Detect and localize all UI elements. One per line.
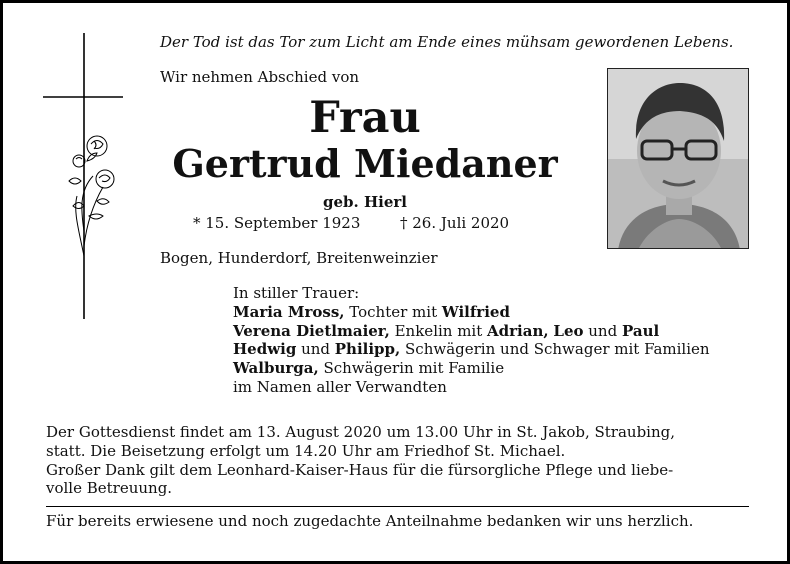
mourner-text: Enkelin mit <box>389 321 488 340</box>
mourner-line <box>233 359 710 378</box>
mourner-text: Schwägerin und Schwager mit Familien <box>400 340 710 359</box>
motto-text: Der Tod ist das Tor zum Licht am Ende eines mühsam gewordenen Lebens. <box>160 33 734 51</box>
mourner-name: Paul <box>621 321 660 340</box>
salutation: Frau <box>309 93 421 143</box>
mourner-name: Verena Dietlmaier, <box>233 321 390 340</box>
portrait-photo <box>607 68 749 249</box>
service-line: volle Betreuung. <box>46 479 173 498</box>
divider <box>46 506 749 507</box>
mourner-line <box>233 340 710 359</box>
mourners-block <box>233 284 710 397</box>
service-line: Der Gottesdienst findet am 13. August 2020 um 13.00 Uhr in St. Jakob, Straubing, <box>46 423 675 441</box>
places-text: Bogen, Hunderdorf, Breitenweinzier <box>160 249 438 267</box>
mourner-text: Schwägerin mit Familie <box>318 359 505 378</box>
cross-with-roses-icon <box>43 31 133 321</box>
mourner-name: Hedwig <box>233 340 297 359</box>
death-date: † 26. Juli 2020 <box>400 214 510 232</box>
mourner-line <box>233 378 710 397</box>
service-info <box>46 423 675 498</box>
mourner-name: Philipp, <box>334 340 401 359</box>
mourner-text: und <box>583 321 622 340</box>
born-name: geb. Hierl <box>323 193 407 211</box>
mourner-name: Leo <box>553 321 584 340</box>
deceased-name: Gertrud Miedaner <box>172 141 558 186</box>
thanks-text: Für bereits erwiesene und noch zugedachte Anteilnahme bedanken wir uns herzlich. <box>46 512 694 530</box>
service-line: statt. Die Beisetzung erfolgt um 14.20 Uhr am Friedhof St. Michael. <box>46 441 566 460</box>
mourner-name: Wilfried <box>441 302 510 321</box>
birth-date: * 15. September 1923 <box>193 214 361 232</box>
mourner-line <box>233 303 710 322</box>
portrait-image <box>608 69 749 249</box>
service-line: Großer Dank gilt dem Leonhard-Kaiser-Haus für die fürsorgliche Pflege und liebe- <box>46 460 674 479</box>
mourner-name: Adrian, <box>487 321 549 340</box>
mourner-text: Tochter mit <box>344 302 442 321</box>
mourner-text: und <box>296 340 335 359</box>
mourner-name: Walburga, <box>233 359 319 378</box>
mourner-line <box>233 322 710 341</box>
mourners-list <box>233 303 710 397</box>
farewell-text: Wir nehmen Abschied von <box>160 68 360 86</box>
mourner-text: im Namen aller Verwandten <box>233 377 447 396</box>
mourner-name: Maria Mross, <box>233 302 345 321</box>
mourners-heading: In stiller Trauer: <box>233 284 360 302</box>
